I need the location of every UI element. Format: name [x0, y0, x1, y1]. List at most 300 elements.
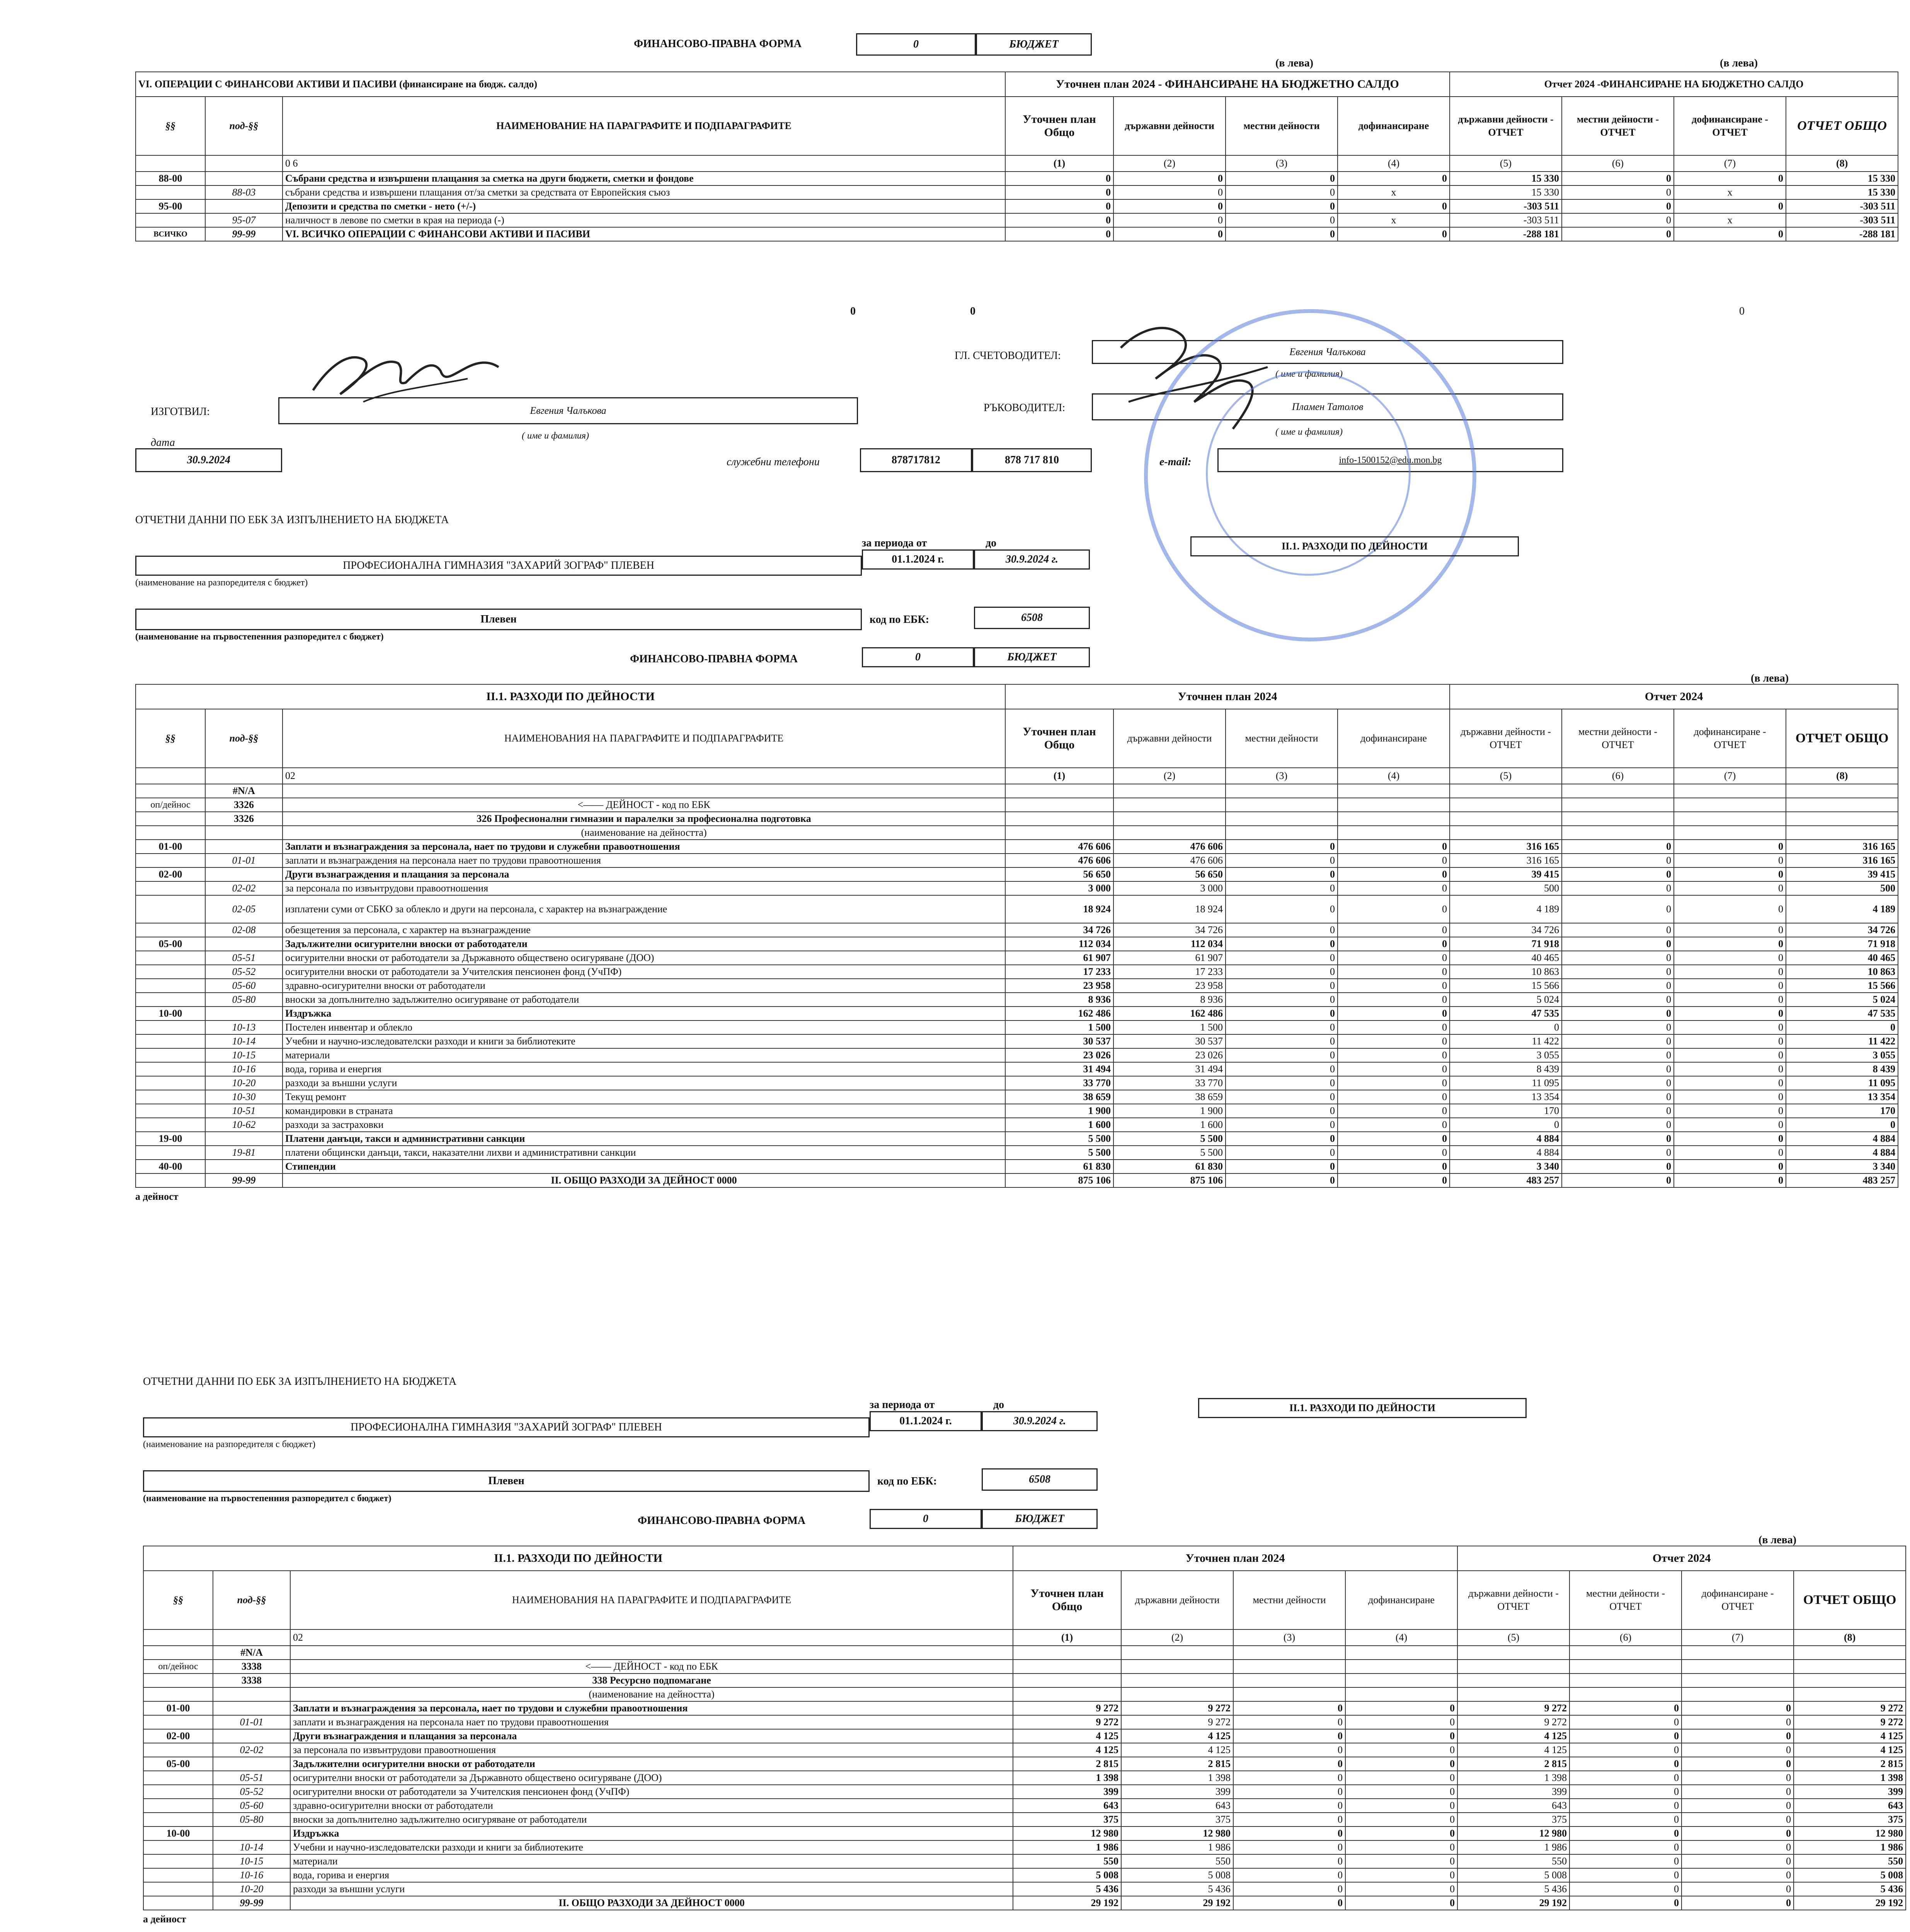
- cell-ss: [136, 1048, 205, 1062]
- cell-value: 875 106: [1113, 1173, 1226, 1187]
- cell-value: 0: [1338, 1090, 1450, 1104]
- cell-value: 1 986: [1013, 1840, 1121, 1854]
- section-box: II.1. РАЗХОДИ ПО ДЕЙНОСТИ: [1198, 1398, 1527, 1418]
- cell-value: 0: [1682, 1840, 1794, 1854]
- cell-name: Постелен инвентар и облекло: [283, 1020, 1005, 1034]
- date-label: дата: [151, 437, 175, 449]
- col-number: (3): [1226, 768, 1338, 784]
- cell-value: 71 918: [1786, 937, 1898, 951]
- cell-value: 0: [1338, 881, 1450, 895]
- cell-name: осигурителни вноски от работодатели за Учителския пенсионен фонд (УчПФ): [290, 1785, 1013, 1799]
- cell-ss: [136, 923, 205, 937]
- cell-ss: [143, 1715, 213, 1729]
- ops-h-cofin: дофинансиране: [1338, 97, 1450, 155]
- org-name: ПРОФЕСИОНАЛНА ГИМНАЗИЯ "ЗАХАРИЙ ЗОГРАФ" ПЛЕВЕН: [135, 556, 862, 576]
- cell-value: 61 830: [1113, 1160, 1226, 1173]
- h-total: ОТЧЕТ ОБЩО: [1786, 709, 1898, 768]
- cell-value: 0: [1338, 1007, 1450, 1020]
- ops-cell-value: 0: [1674, 172, 1786, 185]
- manager-name: Пламен Татолов: [1092, 393, 1563, 420]
- activity-code: [213, 1687, 290, 1701]
- cell-name: разходи за външни услуги: [283, 1076, 1005, 1090]
- activity-label: [143, 1673, 213, 1687]
- currency: (в лева): [1751, 672, 1789, 684]
- cell-sub: 05-52: [213, 1785, 290, 1799]
- cell-value: 0: [1450, 1020, 1562, 1034]
- cell-value: 4 125: [1121, 1729, 1233, 1743]
- cell-value: 0: [1674, 993, 1786, 1007]
- ops-cell-value: 0: [1113, 227, 1226, 241]
- cell-value: 61 907: [1005, 951, 1113, 965]
- cell-name: Учебни и научно-изследователски разходи и книги за библиотеките: [283, 1034, 1005, 1048]
- ops-cell-value: 15 330: [1450, 172, 1562, 185]
- table-row: [143, 1813, 1906, 1827]
- cell-name: Стипендии: [283, 1160, 1005, 1173]
- date-from: 01.1.2024 г.: [862, 549, 974, 570]
- cell-value: 0: [1226, 1034, 1338, 1048]
- cell-value: 13 354: [1786, 1090, 1898, 1104]
- cell-value: 170: [1450, 1104, 1562, 1118]
- activity-text: 338 Ресурсно подпомагане: [290, 1673, 1013, 1687]
- table-row: [143, 1840, 1906, 1854]
- cell-ss: 40-00: [136, 1160, 205, 1173]
- cell-value: 0: [1345, 1785, 1457, 1799]
- cell-value: 10 863: [1450, 965, 1562, 979]
- cell-ss: [136, 1173, 205, 1187]
- cell-value: 375: [1121, 1813, 1233, 1827]
- cell-value: 112 034: [1113, 937, 1226, 951]
- ebk-code: 6508: [982, 1468, 1098, 1491]
- cell-value: 0: [1674, 1173, 1786, 1187]
- cell-value: 1 986: [1121, 1840, 1233, 1854]
- ops-num-5: (5): [1450, 155, 1562, 172]
- cell-value: 0: [1674, 895, 1786, 923]
- cell-ss: 19-00: [136, 1132, 205, 1146]
- cell-sub: 05-51: [205, 951, 283, 965]
- activity-label: [143, 1646, 213, 1660]
- cell-value: 0: [1226, 951, 1338, 965]
- cell-name: командировки в страната: [283, 1104, 1005, 1118]
- cell-ss: [143, 1882, 213, 1896]
- cell-value: 23 958: [1113, 979, 1226, 993]
- cell-value: 0: [1674, 1160, 1786, 1173]
- cell-value: 0: [1226, 895, 1338, 923]
- cell-value: 0: [1682, 1701, 1794, 1715]
- cell-value: 0: [1345, 1715, 1457, 1729]
- ops-cell-value: x: [1338, 213, 1450, 227]
- cell-name: материали: [290, 1854, 1013, 1868]
- cell-value: 0: [1233, 1771, 1345, 1785]
- cell-value: 0: [1226, 1160, 1338, 1173]
- cell-value: 0: [1226, 1132, 1338, 1146]
- cell-value: 0: [1233, 1701, 1345, 1715]
- cell-value: 0: [1674, 979, 1786, 993]
- form-value-box: БЮДЖЕТ: [976, 33, 1092, 56]
- h-sub: под-§§: [213, 1571, 290, 1629]
- cell-value: 47 535: [1786, 1007, 1898, 1020]
- col-number: (7): [1674, 768, 1786, 784]
- h-plan: Уточнен план Общо: [1005, 709, 1113, 768]
- period-label: за периода от: [862, 537, 927, 549]
- cell-value: 0: [1682, 1882, 1794, 1896]
- cell-sub: [213, 1729, 290, 1743]
- cell-value: 316 165: [1786, 840, 1898, 854]
- cell-value: 0: [1226, 1076, 1338, 1090]
- ops-num-1: (1): [1005, 155, 1113, 172]
- cell-value: 0: [1682, 1785, 1794, 1799]
- cell-value: 0: [1233, 1854, 1345, 1868]
- period-to-label: до: [993, 1399, 1004, 1411]
- cell-value: 0: [1338, 1118, 1450, 1132]
- ops-num-3: (3): [1226, 155, 1338, 172]
- period-label: за периода от: [870, 1399, 935, 1411]
- ops-num-7: (7): [1674, 155, 1786, 172]
- cell-value: 0: [1338, 923, 1450, 937]
- cell-value: 0: [1226, 1007, 1338, 1020]
- cell-value: 0: [1674, 951, 1786, 965]
- activity-code: 3326: [205, 812, 283, 826]
- cell-name: Издръжка: [283, 1007, 1005, 1020]
- cell-name: платени общински данъци, такси, наказателни лихви и административни санкции: [283, 1146, 1005, 1160]
- cell-value: 0: [1674, 1076, 1786, 1090]
- form-value: БЮДЖЕТ: [982, 1509, 1098, 1529]
- cell-value: 33 770: [1113, 1076, 1226, 1090]
- cell-name: Платени данъци, такси и административни санкции: [283, 1132, 1005, 1146]
- col-number: (8): [1786, 768, 1898, 784]
- expenses-table: [135, 684, 1898, 1188]
- cell-value: 0: [1562, 895, 1674, 923]
- cell-ss: [136, 1076, 205, 1090]
- ops-h-state: държавни дейности: [1113, 97, 1226, 155]
- cell-value: 0: [1345, 1757, 1457, 1771]
- cell-value: 5 008: [1457, 1868, 1570, 1882]
- cell-value: 0: [1682, 1729, 1794, 1743]
- cell-sub: 05-60: [205, 979, 283, 993]
- cell-value: 0: [1682, 1868, 1794, 1882]
- cell-ss: [136, 881, 205, 895]
- cell-value: 0: [1562, 1132, 1674, 1146]
- table-row: [143, 1799, 1906, 1813]
- table-row: [136, 840, 1898, 854]
- cell-value: 1 600: [1113, 1118, 1226, 1132]
- cell-value: 0: [1562, 1020, 1674, 1034]
- cell-value: 0: [1345, 1729, 1457, 1743]
- form-label: ФИНАНСОВО-ПРАВНА ФОРМА: [634, 38, 802, 50]
- cell-value: 0: [1674, 937, 1786, 951]
- cell-value: 0: [1345, 1868, 1457, 1882]
- ops-cell-ss: ВСИЧКО: [136, 227, 205, 241]
- cell-value: 170: [1786, 1104, 1898, 1118]
- cell-value: 0: [1226, 1104, 1338, 1118]
- cell-value: 0: [1338, 993, 1450, 1007]
- cell-value: 0: [1450, 1118, 1562, 1132]
- cell-value: 0: [1338, 965, 1450, 979]
- cell-value: 0: [1562, 854, 1674, 867]
- cell-ss: [136, 1104, 205, 1118]
- cell-value: 375: [1457, 1813, 1570, 1827]
- ops-cell-value: 0: [1226, 213, 1338, 227]
- cell-value: 0: [1562, 1007, 1674, 1020]
- cell-value: 3 000: [1113, 881, 1226, 895]
- currency-label: (в лева): [1275, 57, 1314, 69]
- ops-num-2: (2): [1113, 155, 1226, 172]
- col-number: (7): [1682, 1629, 1794, 1646]
- manager-hint: ( име и фамилия): [1275, 427, 1343, 437]
- ops-cell-value: 0: [1226, 185, 1338, 199]
- cell-value: 2 815: [1121, 1757, 1233, 1771]
- cell-value: 1 600: [1005, 1118, 1113, 1132]
- h-total: ОТЧЕТ ОБЩО: [1794, 1571, 1906, 1629]
- cell-value: 476 606: [1113, 854, 1226, 867]
- cell-value: 0: [1562, 867, 1674, 881]
- report-label: ОТЧЕТНИ ДАННИ ПО ЕБК ЗА ИЗПЪЛНЕНИЕТО НА БЮДЖЕТА: [143, 1376, 457, 1388]
- cell-value: 0: [1570, 1785, 1682, 1799]
- table-title: II.1. РАЗХОДИ ПО ДЕЙНОСТИ: [136, 684, 1005, 709]
- col-number: (2): [1113, 768, 1226, 784]
- cell-value: 0: [1570, 1729, 1682, 1743]
- cell-value: 0: [1562, 1160, 1674, 1173]
- cell-ss: 02-00: [136, 867, 205, 881]
- cell-value: 3 000: [1005, 881, 1113, 895]
- table-row: [136, 1048, 1898, 1062]
- ops-cell-value: 0: [1562, 213, 1674, 227]
- cell-value: 3 340: [1450, 1160, 1562, 1173]
- cell-value: 5 008: [1121, 1868, 1233, 1882]
- cell-name: материали: [283, 1048, 1005, 1062]
- ops-cell-sub: [205, 172, 283, 185]
- cell-value: 9 272: [1121, 1715, 1233, 1729]
- ebk-label: код по ЕБК:: [877, 1475, 937, 1487]
- cell-value: 399: [1457, 1785, 1570, 1799]
- ops-table-row: [136, 185, 1898, 199]
- activity-label: оп/дейнос: [143, 1660, 213, 1673]
- cell-ss: 05-00: [143, 1757, 213, 1771]
- ops-cell-value: 0: [1674, 227, 1786, 241]
- ops-cell-value: -303 511: [1786, 199, 1898, 213]
- cell-value: 643: [1794, 1799, 1906, 1813]
- cell-value: 71 918: [1450, 937, 1562, 951]
- ops-cell-value: 0: [1005, 199, 1113, 213]
- cell-value: 0: [1226, 881, 1338, 895]
- table-row: [136, 937, 1898, 951]
- cell-value: 476 606: [1113, 840, 1226, 854]
- cell-value: 0: [1345, 1701, 1457, 1715]
- cell-value: 5 024: [1786, 993, 1898, 1007]
- report-title: Отчет 2024: [1450, 684, 1898, 709]
- cell-value: 316 165: [1786, 854, 1898, 867]
- cell-ss: [143, 1785, 213, 1799]
- cell-value: 4 125: [1457, 1743, 1570, 1757]
- cell-sub: [205, 937, 283, 951]
- cell-value: 0: [1570, 1743, 1682, 1757]
- cell-value: 0: [1562, 1076, 1674, 1090]
- cell-value: 11 422: [1786, 1034, 1898, 1048]
- cell-value: 0: [1562, 993, 1674, 1007]
- date-from: 01.1.2024 г.: [870, 1411, 982, 1431]
- cell-value: 15 566: [1450, 979, 1562, 993]
- table-row: [136, 854, 1898, 867]
- cell-value: 29 192: [1794, 1896, 1906, 1910]
- cell-value: 34 726: [1005, 923, 1113, 937]
- cell-sub: [205, 1132, 283, 1146]
- cell-name: вода, горива и енергия: [283, 1062, 1005, 1076]
- table-row: [136, 1062, 1898, 1076]
- cell-sub: 10-13: [205, 1020, 283, 1034]
- cell-value: 0: [1345, 1882, 1457, 1896]
- table-row: [136, 923, 1898, 937]
- cell-name: II. ОБЩО РАЗХОДИ ЗА ДЕЙНОСТ 0000: [290, 1896, 1013, 1910]
- cell-value: 4 125: [1794, 1743, 1906, 1757]
- cell-value: 9 272: [1013, 1701, 1121, 1715]
- cell-sub: [213, 1757, 290, 1771]
- cell-value: 0: [1674, 1007, 1786, 1020]
- table-row: [136, 895, 1898, 923]
- cell-value: 0: [1345, 1854, 1457, 1868]
- ops-cell-value: 15 330: [1450, 185, 1562, 199]
- cell-value: 0: [1226, 1146, 1338, 1160]
- city-hint: (наименование на първостепенния разпоредител с бюджет): [135, 632, 384, 642]
- city-name: Плевен: [143, 1470, 870, 1492]
- cell-name: вода, горива и енергия: [290, 1868, 1013, 1882]
- cell-value: 0: [1338, 1062, 1450, 1076]
- email-value[interactable]: info-1500152@edu.mon.bg: [1217, 448, 1563, 472]
- cell-value: 1 986: [1794, 1840, 1906, 1854]
- table-row: [136, 979, 1898, 993]
- activity-text: (наименование на дейността): [283, 826, 1005, 840]
- cell-value: 0: [1570, 1757, 1682, 1771]
- plan-title: Уточнен план 2024: [1013, 1546, 1457, 1571]
- cell-value: 0: [1345, 1840, 1457, 1854]
- cell-value: 0: [1674, 881, 1786, 895]
- cell-value: 0: [1674, 1090, 1786, 1104]
- cell-sub: [205, 867, 283, 881]
- phone-1: 878717812: [860, 448, 972, 472]
- cell-name: разходи за външни услуги: [290, 1882, 1013, 1896]
- ops-cell-value: 0: [1562, 227, 1674, 241]
- cell-value: 56 650: [1005, 867, 1113, 881]
- cell-value: 11 095: [1786, 1076, 1898, 1090]
- cell-value: 5 008: [1013, 1868, 1121, 1882]
- cell-value: 5 024: [1450, 993, 1562, 1007]
- h-sub: под-§§: [205, 709, 283, 768]
- cell-value: 9 272: [1794, 1715, 1906, 1729]
- cell-value: 5 436: [1121, 1882, 1233, 1896]
- cell-value: 0: [1674, 965, 1786, 979]
- cell-value: 0: [1338, 854, 1450, 867]
- cell-name: Други възнаграждения и плащания за персонала: [290, 1729, 1013, 1743]
- cell-value: 0: [1226, 923, 1338, 937]
- cell-value: 0: [1233, 1813, 1345, 1827]
- col-number: (6): [1562, 768, 1674, 784]
- cell-value: 0: [1562, 1034, 1674, 1048]
- ops-num-4: (4): [1338, 155, 1450, 172]
- table-row: [136, 1104, 1898, 1118]
- cell-value: 0: [1226, 1173, 1338, 1187]
- ops-cell-value: 0: [1226, 172, 1338, 185]
- cell-value: 18 924: [1005, 895, 1113, 923]
- cell-value: 0: [1682, 1715, 1794, 1729]
- cell-sub: 05-51: [213, 1771, 290, 1785]
- table-row: [136, 1118, 1898, 1132]
- cell-sub: [213, 1701, 290, 1715]
- col-number: (1): [1005, 768, 1113, 784]
- table-row: [136, 1076, 1898, 1090]
- cell-name: за персонала по извънтрудови правоотношения: [283, 881, 1005, 895]
- cell-value: 0: [1562, 979, 1674, 993]
- cell-value: 11 095: [1450, 1076, 1562, 1090]
- cell-value: 875 106: [1005, 1173, 1113, 1187]
- cell-value: 0: [1233, 1757, 1345, 1771]
- cell-value: 34 726: [1450, 923, 1562, 937]
- cell-ss: [136, 979, 205, 993]
- cell-value: 0: [1674, 1048, 1786, 1062]
- col-number: (4): [1338, 768, 1450, 784]
- cell-value: 0: [1786, 1020, 1898, 1034]
- cell-value: 0: [1226, 1020, 1338, 1034]
- cell-ss: [143, 1868, 213, 1882]
- cell-value: 8 439: [1786, 1062, 1898, 1076]
- cell-value: 0: [1233, 1715, 1345, 1729]
- cell-value: 550: [1013, 1854, 1121, 1868]
- cell-name: заплати и възнаграждения на персонала нает по трудови правоотношения: [283, 854, 1005, 867]
- cell-name: за персонала по извънтрудови правоотношения: [290, 1743, 1013, 1757]
- chief-accountant-name: Евгения Чалъкова: [1092, 340, 1563, 364]
- cell-value: 0: [1233, 1868, 1345, 1882]
- cell-value: 1 398: [1794, 1771, 1906, 1785]
- cell-value: 4 884: [1786, 1132, 1898, 1146]
- cell-value: 1 500: [1005, 1020, 1113, 1034]
- cell-value: 0: [1570, 1701, 1682, 1715]
- cell-value: 47 535: [1450, 1007, 1562, 1020]
- cell-value: 0: [1562, 1090, 1674, 1104]
- cell-value: 1 900: [1005, 1104, 1113, 1118]
- ops-cell-value: 0: [1226, 199, 1338, 213]
- cell-value: 0: [1562, 1118, 1674, 1132]
- cell-value: 0: [1338, 1132, 1450, 1146]
- cell-value: 5 436: [1794, 1882, 1906, 1896]
- cell-name: Заплати и възнаграждения за персонала, нает по трудови и служебни правоотношения: [290, 1701, 1013, 1715]
- cell-value: 0: [1570, 1715, 1682, 1729]
- cell-ss: [136, 965, 205, 979]
- cell-value: 0: [1562, 937, 1674, 951]
- ops-cell-sub: 95-07: [205, 213, 283, 227]
- cell-value: 1 398: [1013, 1771, 1121, 1785]
- cell-name: обезщетения за персонала, с характер на възнаграждение: [283, 923, 1005, 937]
- cell-value: 30 537: [1113, 1034, 1226, 1048]
- cell-value: 0: [1570, 1827, 1682, 1840]
- cell-value: 0: [1226, 840, 1338, 854]
- ops-cell-value: -288 181: [1450, 227, 1562, 241]
- cell-value: 0: [1674, 923, 1786, 937]
- cell-value: 0: [1338, 951, 1450, 965]
- cell-value: 643: [1457, 1799, 1570, 1813]
- ops-cell-value: 0: [1562, 185, 1674, 199]
- cell-value: 0: [1233, 1785, 1345, 1799]
- form-label: ФИНАНСОВО-ПРАВНА ФОРМА: [630, 653, 798, 665]
- code-row: 02: [283, 768, 1005, 784]
- cell-ss: [136, 1034, 205, 1048]
- cell-sub: [205, 1007, 283, 1020]
- cell-value: 0: [1226, 854, 1338, 867]
- cell-value: 23 026: [1113, 1048, 1226, 1062]
- email-label: e-mail:: [1159, 456, 1192, 468]
- footer-note: а дейност: [143, 1913, 186, 1925]
- cell-sub: 10-51: [205, 1104, 283, 1118]
- cell-value: 0: [1570, 1799, 1682, 1813]
- cell-ss: [136, 1090, 205, 1104]
- cell-name: Заплати и възнаграждения за персонала, нает по трудови и служебни правоотношения: [283, 840, 1005, 854]
- ops-h-name: НАИМЕНОВАНИЕ НА ПАРАГРАФИТЕ И ПОДПАРАГРАФИТЕ: [283, 97, 1005, 155]
